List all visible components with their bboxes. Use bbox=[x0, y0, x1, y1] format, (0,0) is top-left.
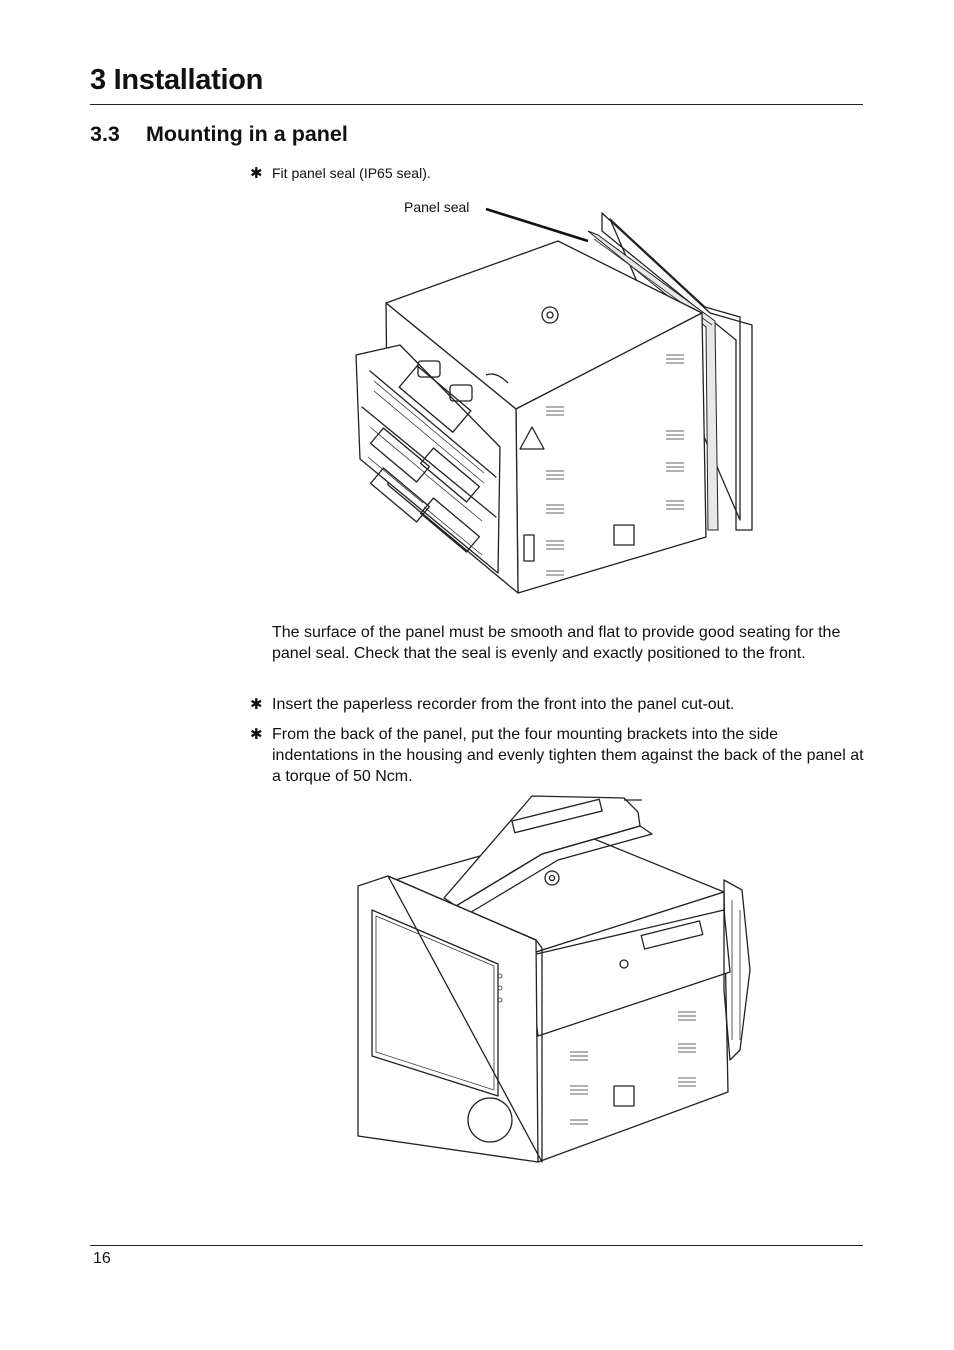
seal-note-paragraph: The surface of the panel must be smooth and flat to provide good seating for the panel seal. Check that the seal is evenly and exactly positioned to the front. bbox=[272, 624, 841, 662]
footer-rule bbox=[90, 1245, 863, 1246]
bullet-icon: ✱ bbox=[250, 165, 263, 182]
chapter-title: 3 Installation bbox=[90, 64, 264, 96]
recorder-front-illustration bbox=[352, 790, 772, 1175]
page-number: 16 bbox=[93, 1250, 111, 1267]
callout-leader-line bbox=[486, 209, 588, 241]
bullet-icon: ✱ bbox=[250, 726, 263, 743]
step-fit-seal-text: Fit panel seal (IP65 seal). bbox=[272, 165, 431, 181]
step-insert-recorder-text: Insert the paperless recorder from the front into the panel cut-out. bbox=[272, 696, 735, 713]
section-number: 3.3 bbox=[90, 122, 120, 146]
recorder-rear-illustration bbox=[340, 195, 780, 610]
section-title: Mounting in a panel bbox=[146, 122, 348, 146]
step-mount-brackets bbox=[250, 724, 864, 787]
panel-seal-callout: Panel seal bbox=[404, 199, 470, 215]
step-mount-brackets-text: From the back of the panel, put the four mounting brackets into the side indentations in the housing and evenly tighten them against the back of the panel at a torque of 50 Ncm. bbox=[272, 726, 864, 785]
bullet-icon: ✱ bbox=[250, 696, 263, 713]
step-insert-recorder bbox=[250, 694, 864, 715]
section-heading bbox=[90, 122, 348, 147]
header-rule bbox=[90, 104, 863, 105]
step-fit-seal bbox=[250, 163, 431, 184]
